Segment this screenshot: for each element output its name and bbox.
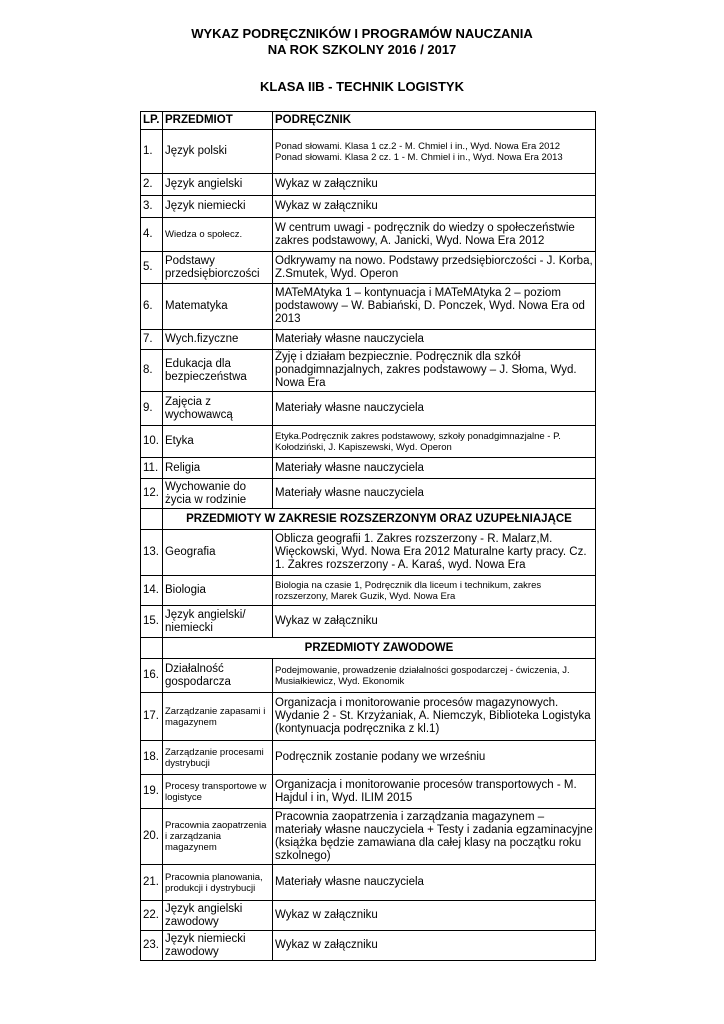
section-spacer [141, 509, 163, 530]
subject-cell: Procesy transportowe w logistyce [163, 775, 273, 809]
row-number: 1. [141, 130, 163, 174]
row-number: 7. [141, 330, 163, 350]
subject-cell: Zajęcia z wychowawcą [163, 392, 273, 426]
row-number: 20. [141, 809, 163, 865]
table-row [141, 576, 596, 606]
subject-cell: Pracownia zaopatrzenia i zarządzania magazynem [163, 809, 273, 865]
table-row [141, 865, 596, 901]
textbook-cell: Odkrywamy na nowo. Podstawy przedsiębiorczości - J. Korba, Z.Smutek, Wyd. Operon [273, 252, 596, 284]
row-number: 19. [141, 775, 163, 809]
textbook-cell: Wykaz w załączniku [273, 901, 596, 931]
table-row [141, 659, 596, 693]
table-row [141, 931, 596, 961]
textbook-cell: Materiały własne nauczyciela [273, 865, 596, 901]
subject-cell: Pracownia planowania, produkcji i dystrybucji [163, 865, 273, 901]
table-row [141, 130, 596, 174]
subject-cell: Zarządzanie zapasami i magazynem [163, 693, 273, 741]
textbook-cell: Wykaz w załączniku [273, 931, 596, 961]
subject-cell: Edukacja dla bezpieczeństwa [163, 350, 273, 392]
textbook-line: Ponad słowami. Klasa 2 cz. 1 - M. Chmiel i in., Wyd. Nowa Era 2013 [275, 151, 563, 163]
table-row [141, 901, 596, 931]
textbook-cell [273, 130, 596, 174]
row-number: 12. [141, 479, 163, 509]
textbook-cell: Podręcznik zostanie podany we wrześniu [273, 741, 596, 775]
section-title-vocational: PRZEDMIOTY ZAWODOWE [163, 638, 596, 659]
subject-cell: Język angielski [163, 174, 273, 196]
textbook-cell: W centrum uwagi - podręcznik do wiedzy o społeczeństwie zakres podstawowy, A. Janicki, Wyd. Nowa Era 2012 [273, 218, 596, 252]
textbook-cell: Wykaz w załączniku [273, 174, 596, 196]
school-year: NA ROK SZKOLNY 2016 / 2017 [267, 42, 457, 57]
subject-cell: Wychowanie do życia w rodzinie [163, 479, 273, 509]
table-row [141, 530, 596, 576]
subject-cell: Język angielski/ niemiecki [163, 606, 273, 638]
table-row [141, 174, 596, 196]
column-header-lp: LP. [141, 112, 163, 130]
row-number: 22. [141, 901, 163, 931]
textbook-cell: Pracownia zaopatrzenia i zarządzania magazynem – materiały własne nauczyciela + Testy i zadania egzaminacyjne (książka będzie zamawiana dla całej klasy na początku roku szkolnego) [273, 809, 596, 865]
row-number: 17. [141, 693, 163, 741]
textbook-cell: Materiały własne nauczyciela [273, 330, 596, 350]
class-title: KLASA IIB - TECHNIK LOGISTYK [260, 79, 464, 94]
section-row [141, 509, 596, 530]
subject-cell: Język niemiecki [163, 196, 273, 218]
row-number: 2. [141, 174, 163, 196]
row-number: 6. [141, 284, 163, 330]
textbook-cell: Oblicza geografii 1. Zakres rozszerzony - R. Malarz,M. Więckowski, Wyd. Nowa Era 2012 Maturalne karty pracy. Cz. 1. Zakres rozszerzony - A. Karaś, wyd. Nowa Era [273, 530, 596, 576]
subject-cell: Podstawy przedsiębiorczości [163, 252, 273, 284]
subject-cell: Matematyka [163, 284, 273, 330]
subject-cell: Język niemiecki zawodowy [163, 931, 273, 961]
subject-cell: Geografia [163, 530, 273, 576]
row-number: 14. [141, 576, 163, 606]
textbook-cell: Organizacja i monitorowanie procesów magazynowych. Wydanie 2 - St. Krzyżaniak, A. Niemczyk, Biblioteka Logistyka (kontynuacja podręcznika z kl.1) [273, 693, 596, 741]
textbook-cell: Biologia na czasie 1, Podręcznik dla liceum i technikum, zakres rozszerzony, Marek Guzik, Wyd. Nowa Era [273, 576, 596, 606]
textbook-cell: MATeMAtyka 1 – kontynuacja i MATeMAtyka 2 – poziom podstawowy – W. Babiański, D. Ponczek, Wyd. Nowa Era od 2013 [273, 284, 596, 330]
table-row [141, 392, 596, 426]
row-number: 11. [141, 458, 163, 479]
row-number: 5. [141, 252, 163, 284]
row-number: 23. [141, 931, 163, 961]
table-row [141, 458, 596, 479]
column-header-subject: PRZEDMIOT [163, 112, 273, 130]
table-header-row [141, 112, 596, 130]
column-header-textbook: PODRĘCZNIK [273, 112, 596, 130]
row-number: 9. [141, 392, 163, 426]
row-number: 13. [141, 530, 163, 576]
textbook-cell: Wykaz w załączniku [273, 196, 596, 218]
section-row [141, 638, 596, 659]
textbook-cell: Żyję i działam bezpiecznie. Podręcznik dla szkół ponadgimnazjalnych, zakres podstawowy – J. Słoma, Wyd. Nowa Era [273, 350, 596, 392]
subject-cell: Wych.fizyczne [163, 330, 273, 350]
subject-cell: Język angielski zawodowy [163, 901, 273, 931]
subject-cell: Działalność gospodarcza [163, 659, 273, 693]
table-row [141, 218, 596, 252]
table-row [141, 252, 596, 284]
table-row [141, 330, 596, 350]
table-row [141, 196, 596, 218]
row-number: 18. [141, 741, 163, 775]
row-number: 3. [141, 196, 163, 218]
textbook-cell: Organizacja i monitorowanie procesów transportowych - M. Hajdul i in, Wyd. ILIM 2015 [273, 775, 596, 809]
textbook-cell: Materiały własne nauczyciela [273, 392, 596, 426]
table-row [141, 350, 596, 392]
textbook-cell: Materiały własne nauczyciela [273, 479, 596, 509]
table-row [141, 693, 596, 741]
textbook-cell: Materiały własne nauczyciela [273, 458, 596, 479]
textbook-cell: Wykaz w załączniku [273, 606, 596, 638]
row-number: 4. [141, 218, 163, 252]
row-number: 16. [141, 659, 163, 693]
subject-cell: Wiedza o społecz. [163, 218, 273, 252]
table-row [141, 426, 596, 458]
section-spacer [141, 638, 163, 659]
subject-cell: Etyka [163, 426, 273, 458]
textbook-line: Ponad słowami. Klasa 1 cz.2 - M. Chmiel i in., Wyd. Nowa Era 2012 [275, 140, 561, 152]
subject-cell: Biologia [163, 576, 273, 606]
textbook-cell: Podejmowanie, prowadzenie działalności gospodarczej - ćwiczenia, J. Musiałkiewicz, Wyd. Ekonomik [273, 659, 596, 693]
section-title-extended: PRZEDMIOTY W ZAKRESIE ROZSZERZONYM ORAZ UZUPEŁNIAJĄCE [163, 509, 596, 530]
row-number: 10. [141, 426, 163, 458]
document-title: WYKAZ PODRĘCZNIKÓW I PROGRAMÓW NAUCZANIA [191, 26, 533, 41]
table-row [141, 741, 596, 775]
subject-cell: Religia [163, 458, 273, 479]
row-number: 21. [141, 865, 163, 901]
table-row [141, 479, 596, 509]
textbook-table [140, 111, 596, 961]
row-number: 15. [141, 606, 163, 638]
table-row [141, 606, 596, 638]
subject-cell: Język polski [163, 130, 273, 174]
subject-cell: Zarządzanie procesami dystrybucji [163, 741, 273, 775]
textbook-cell: Etyka.Podręcznik zakres podstawowy, szkoły ponadgimnazjalne - P. Kołodziński, J. Kapiszewski, Wyd. Operon [273, 426, 596, 458]
row-number: 8. [141, 350, 163, 392]
table-row [141, 809, 596, 865]
table-row [141, 775, 596, 809]
table-row [141, 284, 596, 330]
